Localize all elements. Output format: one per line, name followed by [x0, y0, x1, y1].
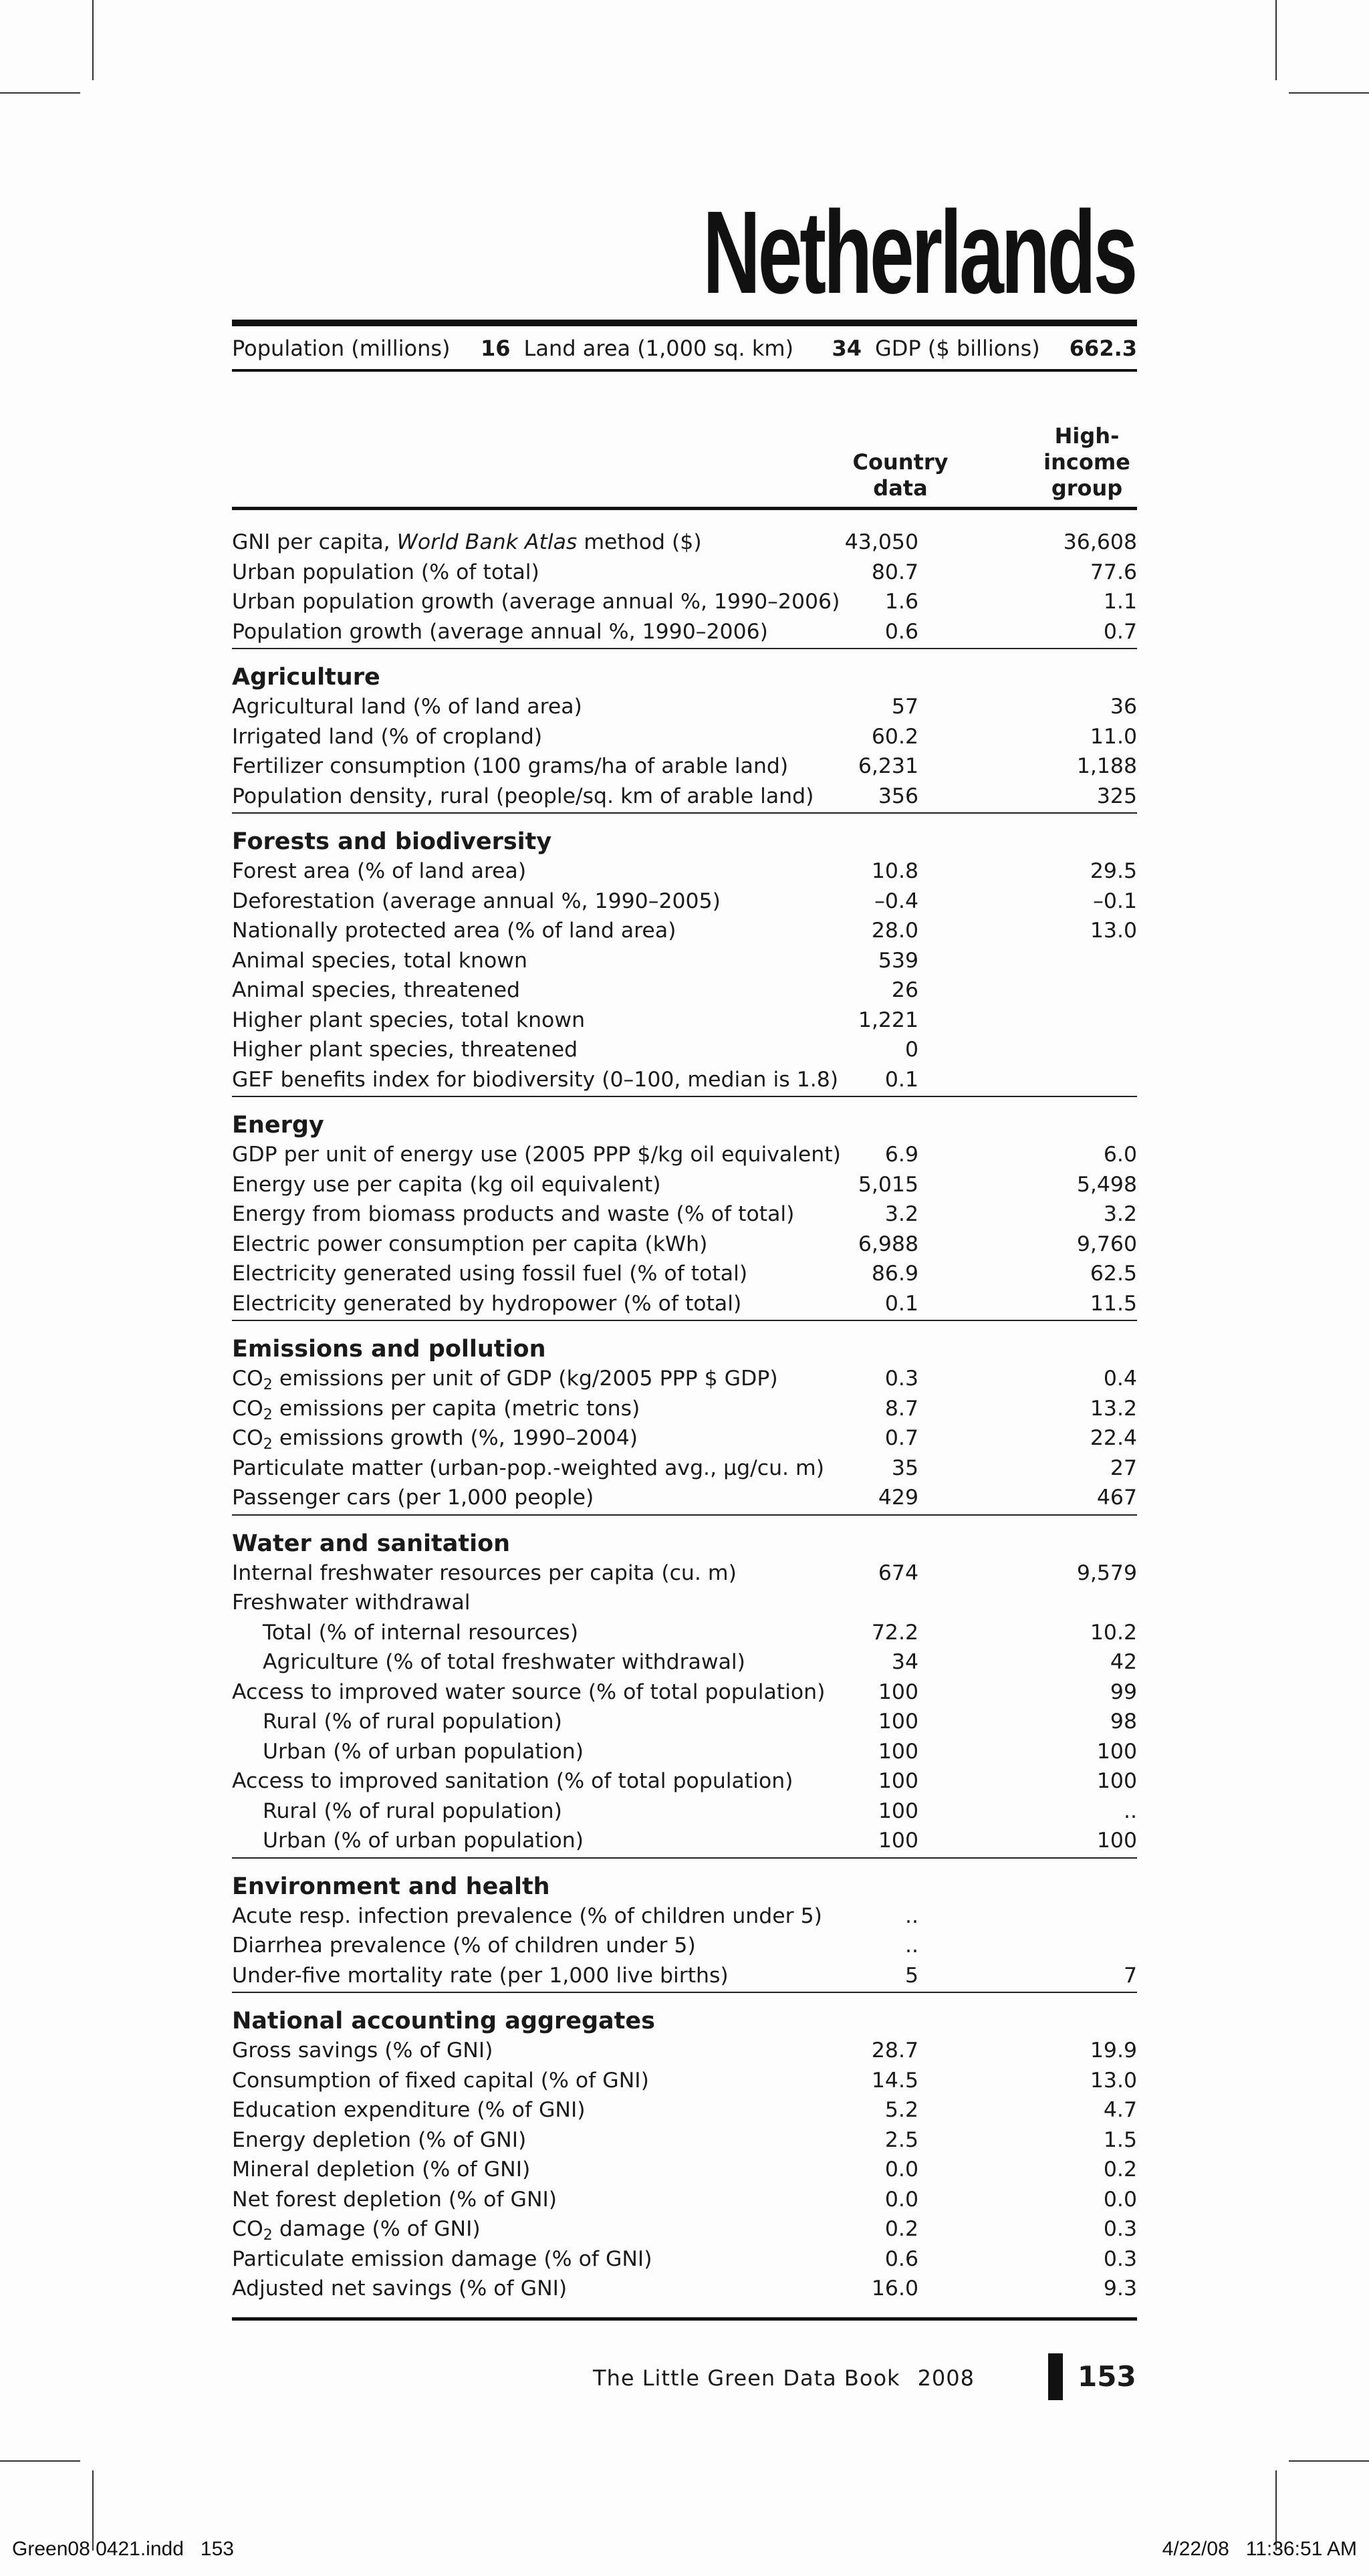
group-value: 0.0 — [1103, 2187, 1137, 2212]
row-label-text: Population growth (average annual %, 1990–2006) — [232, 619, 768, 644]
country-value: 100 — [878, 1710, 918, 1734]
table-row — [232, 2095, 1137, 2125]
country-value: 100 — [878, 1798, 918, 1823]
section-divider — [232, 648, 1137, 649]
country-value: 8.7 — [884, 1396, 918, 1421]
row-label-text: GEF benefits index for biodiversity (0–100, median is 1.8) — [232, 1067, 839, 1092]
co2-prefix: $CO_2$ — [232, 1426, 273, 1453]
country-value: 0.0 — [884, 2187, 918, 2212]
section-title: Energy — [232, 1112, 324, 1139]
row-label-text: Animal species, threatened — [232, 978, 521, 1002]
row-label — [232, 1289, 741, 1319]
table-row — [232, 722, 1137, 752]
table-row — [232, 1931, 1137, 1961]
table-row — [232, 2185, 1137, 2215]
row-label — [232, 2274, 567, 2304]
country-value: –0.4 — [874, 889, 918, 913]
row-label — [263, 1707, 562, 1737]
table-row — [232, 1588, 1137, 1618]
section-divider — [232, 1514, 1137, 1516]
table-row — [232, 528, 1137, 558]
country-value: 6.9 — [884, 1143, 918, 1167]
group-value: 22.4 — [1090, 1426, 1137, 1450]
section-title: Forests and biodiversity — [232, 828, 552, 855]
group-value: 4.7 — [1103, 2098, 1137, 2122]
row-label-text: Particulate emission damage (% of GNI) — [232, 2246, 652, 2271]
country-data-header: Country data — [852, 449, 949, 501]
row-label — [232, 558, 539, 588]
row-label — [232, 1035, 578, 1065]
table-section — [232, 811, 1137, 1094]
row-label — [232, 916, 676, 946]
country-value: 14.5 — [871, 2068, 918, 2093]
row-label — [232, 1931, 696, 1961]
section-title: Emissions and pollution — [232, 1336, 546, 1363]
crop-mark — [92, 0, 94, 80]
table-row — [232, 782, 1137, 812]
country-value: 43,050 — [844, 530, 918, 554]
group-value: 0.7 — [1103, 619, 1137, 644]
section-divider — [232, 1992, 1137, 1993]
section-divider — [232, 1857, 1137, 1859]
group-value: 6.0 — [1103, 1143, 1137, 1167]
row-label-text: Fertilizer consumption (100 grams/ha of arable land) — [232, 754, 789, 778]
country-value: 1,221 — [858, 1008, 918, 1032]
row-label — [263, 1796, 562, 1827]
section-title: National accounting aggregates — [232, 2008, 655, 2034]
country-value: 0.1 — [884, 1291, 918, 1316]
row-label — [232, 1453, 824, 1484]
group-value: –0.1 — [1093, 889, 1137, 913]
land-value: 34 — [832, 336, 862, 361]
row-label-text: Total (% of internal resources) — [263, 1620, 579, 1645]
row-label — [232, 782, 814, 812]
table-row — [232, 1961, 1137, 1991]
row-label — [232, 1364, 778, 1394]
table-section — [232, 1094, 1137, 1318]
gdp-value: 662.3 — [1069, 336, 1137, 361]
section-title: Water and sanitation — [232, 1530, 511, 1557]
row-label-text: Access to improved water source (% of total population) — [232, 1679, 826, 1704]
row-label — [232, 722, 542, 752]
table-row — [232, 1677, 1137, 1708]
group-value: 0.3 — [1103, 2217, 1137, 2241]
row-label — [232, 587, 840, 617]
row-label-text: Energy use per capita (kg oil equivalent) — [232, 1172, 661, 1197]
table-row — [232, 587, 1137, 617]
table-row — [232, 1618, 1137, 1648]
country-value: 0.2 — [884, 2217, 918, 2241]
row-label — [232, 856, 526, 887]
country-value: 100 — [878, 1739, 918, 1764]
row-label-text: Animal species, total known — [232, 948, 527, 973]
group-value: 11.0 — [1090, 724, 1137, 749]
co2-prefix: $CO_2$ — [232, 1367, 273, 1393]
country-value: 0.7 — [884, 1426, 918, 1450]
table-row — [232, 1737, 1137, 1767]
row-label-text: Deforestation (average annual %, 1990–2005) — [232, 889, 721, 913]
row-label — [232, 1140, 841, 1170]
country-value: 100 — [878, 1829, 918, 1853]
section-title: Agriculture — [232, 664, 380, 691]
country-value: 10.8 — [871, 859, 918, 883]
row-label-text: Energy from biomass products and waste (% of total) — [232, 1202, 795, 1226]
crop-mark — [1289, 92, 1369, 94]
row-label-text: Energy depletion (% of GNI) — [232, 2127, 527, 2152]
row-label-text: GDP per unit of energy use (2005 PPP $/kg oil equivalent) — [232, 1143, 841, 1167]
table-row — [232, 1170, 1137, 1200]
table-bottom-rule — [232, 2317, 1137, 2321]
country-value: 72.2 — [871, 1620, 918, 1645]
group-value: 9.3 — [1103, 2276, 1137, 2301]
row-label-text: Urban population growth (average annual %, 1990–2006) — [232, 590, 840, 614]
table-row — [232, 1006, 1137, 1036]
table-row — [232, 1230, 1137, 1260]
page-marker-bar — [1048, 2353, 1063, 2400]
country-value: 100 — [878, 1679, 918, 1704]
header-rule — [232, 507, 1137, 510]
co2-prefix: $CO_2$ — [232, 2217, 273, 2244]
country-value: 356 — [878, 784, 918, 808]
row-label-text: Freshwater withdrawal — [232, 1591, 471, 1615]
row-label — [232, 1170, 661, 1200]
table-row — [232, 2036, 1137, 2066]
table-row — [232, 1647, 1137, 1677]
slug-stamp: 4/22/08 11:36:51 AM — [1162, 2538, 1357, 2560]
section-title: Environment and health — [232, 1873, 550, 1900]
row-label-text: Forest area (% of land area) — [232, 859, 527, 883]
table-section — [232, 1513, 1137, 1856]
row-label — [232, 1677, 825, 1708]
row-label — [232, 2095, 586, 2125]
crop-mark — [1289, 2460, 1369, 2462]
country-value: 57 — [891, 695, 918, 719]
table-row — [232, 1707, 1137, 1737]
row-label-text: Nationally protected area (% of land area) — [232, 919, 676, 943]
table-row — [232, 2274, 1137, 2304]
country-value: 5 — [904, 1963, 918, 1988]
row-label — [232, 2036, 493, 2066]
country-value: 0.6 — [884, 2246, 918, 2271]
crop-mark — [0, 92, 80, 94]
table-row — [232, 1289, 1137, 1319]
country-value: 2.5 — [884, 2127, 918, 2152]
country-value: 539 — [878, 948, 918, 973]
slug-file: Green08 0421.indd 153 — [12, 2538, 234, 2560]
row-label — [232, 528, 702, 558]
table-row — [232, 617, 1137, 647]
row-label-text: Net forest depletion (% of GNI) — [232, 2187, 557, 2212]
row-label-text: GNI per capita, World Bank Atlas method ($) — [232, 530, 702, 554]
group-value: 10.2 — [1090, 1620, 1137, 1645]
group-value: 62.5 — [1090, 1262, 1137, 1286]
crop-mark — [0, 2460, 80, 2462]
row-label-text: damage (% of GNI) — [279, 2217, 481, 2241]
row-label-text: Rural (% of rural population) — [263, 1798, 562, 1823]
row-label-text: Internal freshwater resources per capita (cu. m) — [232, 1560, 737, 1585]
group-value: 100 — [1096, 1829, 1137, 1853]
table-row — [232, 1364, 1137, 1394]
row-label-text: Urban population (% of total) — [232, 560, 539, 584]
table-row — [232, 1826, 1137, 1856]
group-value: 1,188 — [1076, 754, 1137, 778]
country-value: 5.2 — [884, 2098, 918, 2122]
group-value: 29.5 — [1090, 859, 1137, 883]
group-value: 42 — [1110, 1650, 1137, 1674]
book-name: The Little Green Data Book — [593, 2365, 900, 2391]
row-label-text: Education expenditure (% of GNI) — [232, 2098, 586, 2122]
country-value: 34 — [891, 1650, 918, 1674]
group-value: .. — [1123, 1798, 1137, 1823]
table-section — [232, 519, 1137, 647]
row-label-text: Electricity generated by hydropower (% of total) — [232, 1291, 742, 1316]
indicator-table — [232, 519, 1137, 2304]
table-row — [232, 2155, 1137, 2185]
row-label — [232, 617, 768, 647]
country-value: 3.2 — [884, 1202, 918, 1226]
group-value: 7 — [1123, 1963, 1137, 1988]
gdp-label: GDP ($ billions) — [874, 336, 1040, 361]
print-slug — [0, 2538, 1369, 2565]
group-value: 13.2 — [1090, 1396, 1137, 1421]
row-label — [232, 2244, 652, 2274]
group-value: 98 — [1110, 1710, 1137, 1734]
row-label-text: emissions per unit of GDP (kg/2005 PPP $ GDP) — [279, 1367, 778, 1391]
row-label — [232, 975, 520, 1006]
row-label — [232, 2125, 526, 2155]
row-label-text: Diarrhea prevalence (% of children under 5) — [232, 1934, 696, 1958]
country-value: 0.1 — [884, 1067, 918, 1092]
country-value: 0.3 — [884, 1367, 918, 1391]
row-label-text: Passenger cars (per 1,000 people) — [232, 1486, 594, 1510]
row-label — [263, 1618, 578, 1648]
table-section — [232, 1856, 1137, 1991]
country-value: 6,988 — [858, 1232, 918, 1256]
group-value: 99 — [1110, 1679, 1137, 1704]
row-label-text: Higher plant species, total known — [232, 1008, 586, 1032]
book-year: 2008 — [917, 2365, 975, 2391]
page-footer — [0, 2353, 1369, 2400]
row-label-text: Acute resp. infection prevalence (% of children under 5) — [232, 1903, 822, 1928]
group-value: 36 — [1110, 695, 1137, 719]
group-value: 0.3 — [1103, 2246, 1137, 2271]
group-value: 13.0 — [1090, 919, 1137, 943]
country-value: 0.6 — [884, 619, 918, 644]
row-label — [232, 1230, 707, 1260]
row-label-text: Adjusted net savings (% of GNI) — [232, 2276, 568, 2301]
population-value: 16 — [481, 336, 511, 361]
country-value: 6,231 — [858, 754, 918, 778]
table-row — [232, 916, 1137, 946]
row-label-text: Mineral depletion (% of GNI) — [232, 2157, 531, 2182]
table-row — [232, 975, 1137, 1006]
row-label — [232, 2155, 530, 2185]
row-label — [232, 1483, 594, 1513]
row-label-text: Urban (% of urban population) — [263, 1829, 584, 1853]
row-label — [232, 1259, 747, 1289]
group-value: 3.2 — [1103, 1202, 1137, 1226]
section-divider — [232, 1096, 1137, 1097]
table-row — [232, 2214, 1137, 2244]
country-value: 28.0 — [871, 919, 918, 943]
row-label-text: Higher plant species, threatened — [232, 1038, 578, 1062]
group-value: 13.0 — [1090, 2068, 1137, 2093]
row-label — [232, 1065, 838, 1095]
row-label-text: Agriculture (% of total freshwater withdrawal) — [263, 1650, 745, 1674]
row-label — [232, 1901, 822, 1931]
table-row — [232, 1199, 1137, 1230]
row-label — [232, 751, 788, 782]
row-label-text: Gross savings (% of GNI) — [232, 2038, 493, 2063]
group-value: 36,608 — [1063, 530, 1137, 554]
title-rule — [232, 320, 1137, 326]
section-divider — [232, 1320, 1137, 1321]
group-value: 325 — [1096, 784, 1137, 808]
group-value: 0.2 — [1103, 2157, 1137, 2182]
row-label-text: Electric power consumption per capita (kWh) — [232, 1232, 708, 1256]
group-value: 19.9 — [1090, 2038, 1137, 2063]
group-value: 1.5 — [1103, 2127, 1137, 2152]
row-label — [232, 1423, 638, 1453]
group-value: 11.5 — [1090, 1291, 1137, 1316]
row-label-text: Particulate matter (urban-pop.-weighted avg., µg/cu. m) — [232, 1455, 825, 1480]
country-value: .. — [904, 1903, 918, 1928]
summary-bar — [232, 334, 1137, 362]
group-value: 100 — [1096, 1769, 1137, 1793]
row-label — [232, 946, 527, 976]
country-value: 28.7 — [871, 2038, 918, 2063]
country-value: .. — [904, 1934, 918, 1958]
table-section — [232, 647, 1137, 811]
table-row — [232, 1394, 1137, 1424]
row-label-text: Irrigated land (% of cropland) — [232, 724, 543, 749]
group-value: 1.1 — [1103, 590, 1137, 614]
row-label — [263, 1647, 745, 1677]
country-value: 100 — [878, 1769, 918, 1793]
table-row — [232, 887, 1137, 917]
table-row — [232, 1796, 1137, 1827]
page-title: Netherlands — [703, 187, 1135, 318]
row-label-text: Consumption of fixed capital (% of GNI) — [232, 2068, 649, 2093]
group-value: 27 — [1110, 1455, 1137, 1480]
row-label-text: Access to improved sanitation (% of total population) — [232, 1769, 793, 1793]
table-row — [232, 751, 1137, 782]
country-value: 16.0 — [871, 2276, 918, 2301]
table-row — [232, 692, 1137, 722]
country-value: 60.2 — [871, 724, 918, 749]
row-label — [263, 1737, 584, 1767]
group-value: 5,498 — [1076, 1172, 1137, 1197]
co2-prefix: $CO_2$ — [232, 1396, 273, 1423]
table-row — [232, 1035, 1137, 1065]
table-row — [232, 1065, 1137, 1095]
population-label: Population (millions) — [232, 336, 451, 361]
row-label — [232, 1558, 737, 1589]
section-divider — [232, 812, 1137, 814]
row-label-text: Under-five mortality rate (per 1,000 live births) — [232, 1963, 729, 1988]
group-value: 0.4 — [1103, 1367, 1137, 1391]
row-label — [232, 2185, 557, 2215]
column-headers — [232, 418, 1137, 501]
row-label — [232, 692, 582, 722]
table-row — [232, 2244, 1137, 2274]
high-income-header: High- income group — [1043, 423, 1130, 501]
land-label: Land area (1,000 sq. km) — [523, 336, 794, 361]
row-label — [232, 1766, 793, 1796]
country-value: 86.9 — [871, 1262, 918, 1286]
country-value: 35 — [891, 1455, 918, 1480]
table-row — [232, 2125, 1137, 2155]
table-row — [232, 2066, 1137, 2096]
table-row — [232, 1453, 1137, 1484]
country-value: 674 — [878, 1560, 918, 1585]
table-row — [232, 1259, 1137, 1289]
row-label-text: Electricity generated using fossil fuel (% of total) — [232, 1262, 748, 1286]
table-row — [232, 1901, 1137, 1931]
row-label — [232, 1588, 471, 1618]
row-label — [232, 887, 721, 917]
row-label-text: Rural (% of rural population) — [263, 1710, 562, 1734]
row-label — [232, 1961, 729, 1991]
group-value: 467 — [1096, 1486, 1137, 1510]
row-label — [232, 2066, 649, 2096]
summary-rule — [232, 369, 1137, 372]
table-row — [232, 1423, 1137, 1453]
row-label — [232, 1394, 640, 1424]
book-title — [593, 2365, 975, 2391]
crop-mark — [1275, 0, 1277, 80]
country-value: 429 — [878, 1486, 918, 1510]
row-label — [263, 1826, 584, 1856]
table-row — [232, 1766, 1137, 1796]
row-label — [232, 2214, 481, 2244]
country-value: 80.7 — [871, 560, 918, 584]
row-label — [232, 1199, 794, 1230]
country-value: 26 — [891, 978, 918, 1002]
table-row — [232, 1483, 1137, 1513]
row-label — [232, 1006, 585, 1036]
table-row — [232, 558, 1137, 588]
group-value: 9,579 — [1076, 1560, 1137, 1585]
country-value: 1.6 — [884, 590, 918, 614]
country-value: 0 — [904, 1038, 918, 1062]
country-value: 0.0 — [884, 2157, 918, 2182]
group-value: 9,760 — [1076, 1232, 1137, 1256]
country-value: 5,015 — [858, 1172, 918, 1197]
group-value: 77.6 — [1090, 560, 1137, 584]
row-label-text: Agricultural land (% of land area) — [232, 695, 582, 719]
row-label-text: Population density, rural (people/sq. km of arable land) — [232, 784, 814, 808]
table-row — [232, 1140, 1137, 1170]
table-section — [232, 1990, 1137, 2304]
table-row — [232, 946, 1137, 976]
table-row — [232, 856, 1137, 887]
row-label-text: emissions per capita (metric tons) — [279, 1396, 640, 1421]
row-label-text: emissions growth (%, 1990–2004) — [279, 1426, 638, 1450]
page-number: 153 — [1078, 2360, 1136, 2393]
row-label-text: Urban (% of urban population) — [263, 1739, 584, 1764]
table-row — [232, 1558, 1137, 1589]
table-section — [232, 1318, 1137, 1513]
group-value: 100 — [1096, 1739, 1137, 1764]
